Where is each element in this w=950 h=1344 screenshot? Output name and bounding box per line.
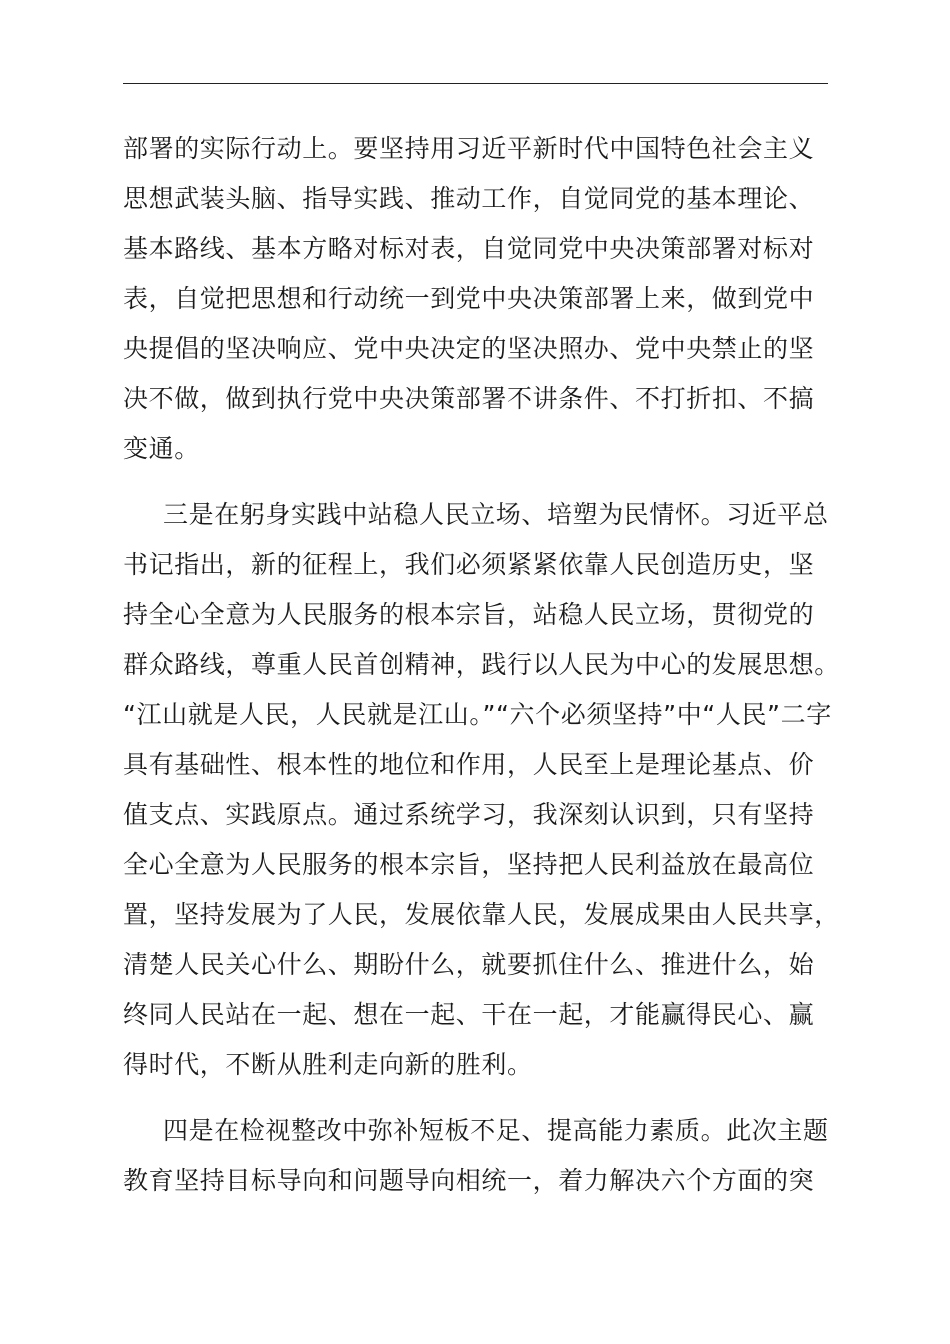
header-rule [123, 83, 828, 84]
text-line: “江山就是人民，人民就是江山。”“六个必须坚持”中“人民”二字 [123, 700, 832, 729]
text-line: 决不做，做到执行党中央决策部署不讲条件、不打折扣、不搞 [123, 384, 815, 413]
text-line: 书记指出，新的征程上，我们必须紧紧依靠人民创造历史，坚 [123, 550, 815, 579]
text-line: 全心全意为人民服务的根本宗旨，坚持把人民利益放在最高位 [123, 850, 815, 879]
document-body [123, 124, 840, 1206]
text-line: 值支点、实践原点。通过系统学习，我深刻认识到，只有坚持 [123, 800, 815, 829]
text-line: 央提倡的坚决响应、党中央决定的坚决照办、党中央禁止的坚 [123, 334, 815, 363]
text-line: 具有基础性、根本性的地位和作用，人民至上是理论基点、价 [123, 750, 815, 779]
text-line: 持全心全意为人民服务的根本宗旨，站稳人民立场，贯彻党的 [123, 600, 815, 629]
text-line: 终同人民站在一起、想在一起、干在一起，才能赢得民心、赢 [123, 1000, 815, 1029]
text-line: 得时代，不断从胜利走向新的胜利。 [123, 1050, 533, 1079]
text-line: 四是在检视整改中弥补短板不足、提高能力素质。此次主题 [163, 1116, 829, 1145]
text-line: 三是在躬身实践中站稳人民立场、培塑为民情怀。习近平总 [163, 500, 829, 529]
text-line: 清楚人民关心什么、期盼什么，就要抓住什么、推进什么，始 [123, 950, 815, 979]
text-line: 表，自觉把思想和行动统一到党中央决策部署上来，做到党中 [123, 284, 815, 313]
paragraph-2 [123, 490, 840, 1090]
text-line: 置，坚持发展为了人民，发展依靠人民，发展成果由人民共享， [123, 900, 840, 929]
text-line: 变通。 [123, 434, 200, 463]
text-line: 部署的实际行动上。要坚持用习近平新时代中国特色社会主义 [123, 134, 815, 163]
text-line: 群众路线，尊重人民首创精神，践行以人民为中心的发展思想。 [123, 650, 840, 679]
text-line: 基本路线、基本方略对标对表，自觉同党中央决策部署对标对 [123, 234, 815, 263]
text-line: 教育坚持目标导向和问题导向相统一，着力解决六个方面的突 [123, 1166, 815, 1195]
paragraph-1 [123, 124, 833, 474]
text-line: 思想武装头脑、指导实践、推动工作，自觉同党的基本理论、 [123, 184, 815, 213]
paragraph-3 [123, 1106, 833, 1206]
